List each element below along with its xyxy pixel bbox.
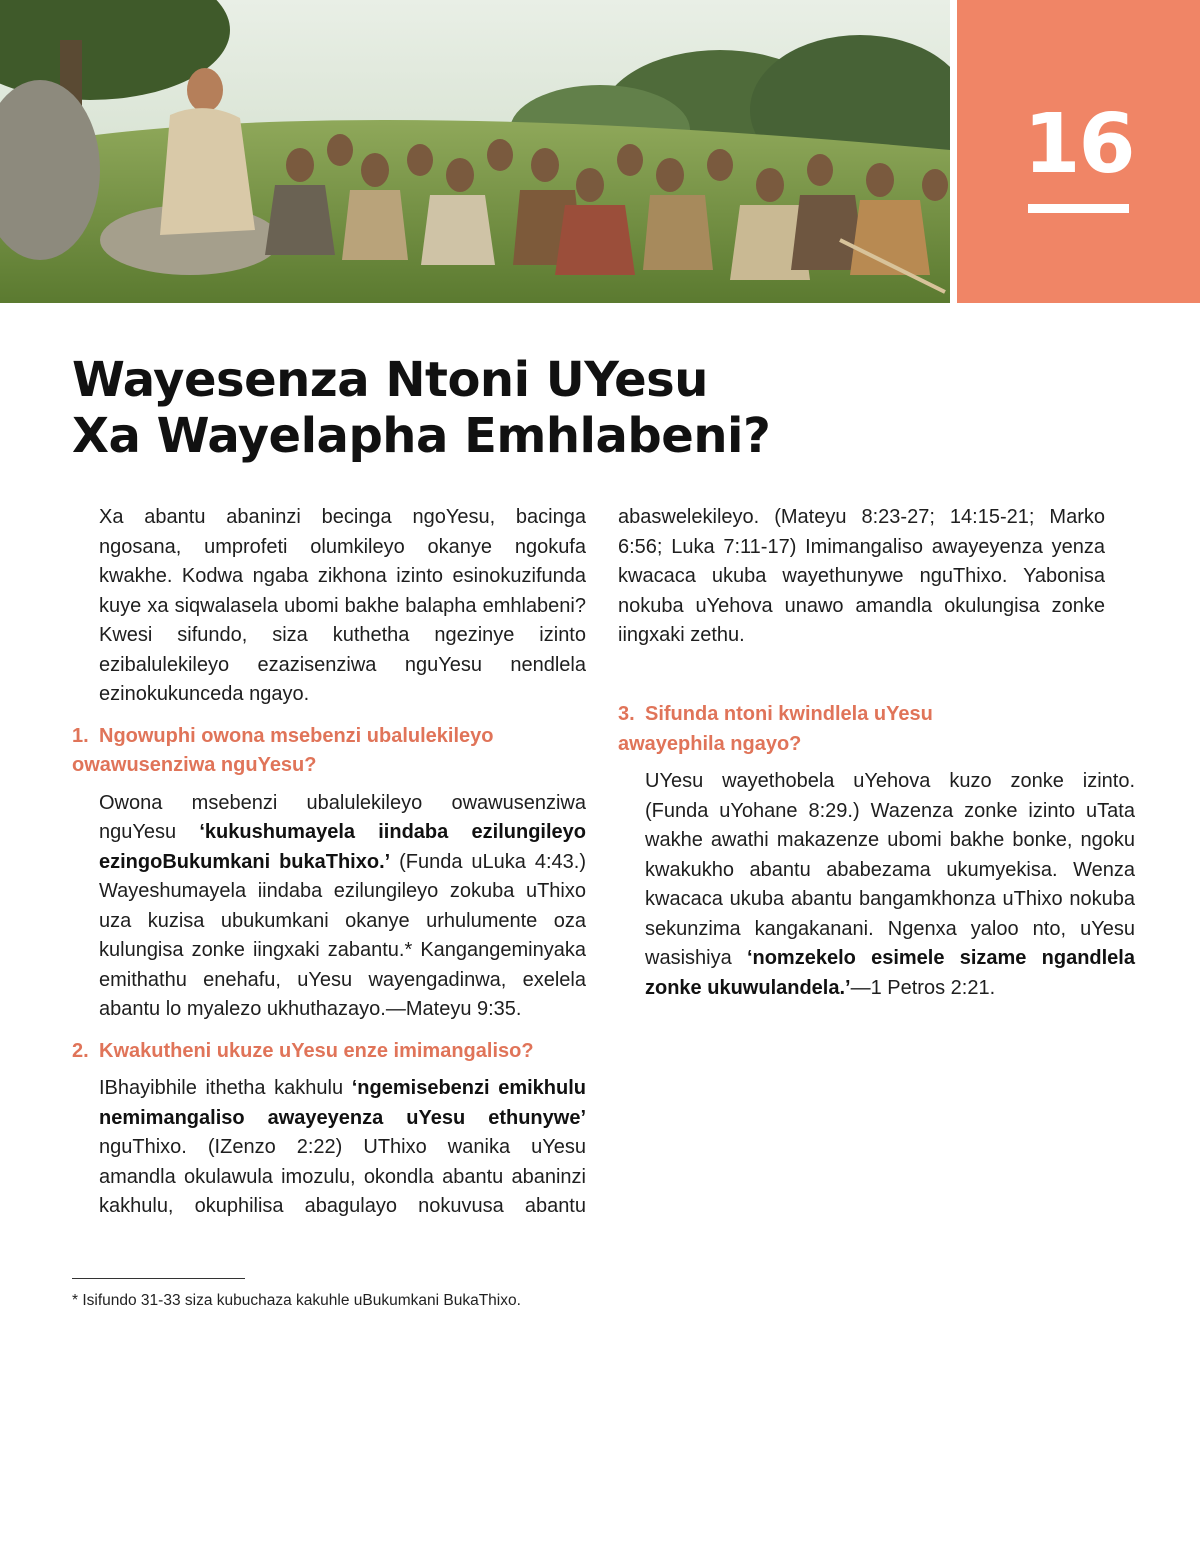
question-3-text-line-2: awayephila ngayo? bbox=[618, 732, 802, 755]
answer-3-bold: ‘nomzekelo esimele sizame ngandlela zonke ukuwulandela.’ bbox=[645, 947, 1135, 999]
answer-2-cont-text-b: abaswelekileyo. (Mateyu 8:23-27; 14:15-21; Marko 6:56; Luka 7:11-17) Imimangaliso awayeyenza yenza kwacaca ukuba wayethunywe nguThixo. Yabonisa nokuba uYehova unawo amandla okulungisa zonke iingxaki zethu. bbox=[618, 506, 1105, 646]
page-title-line-1: Wayesenza Ntoni UYesu bbox=[72, 352, 708, 408]
page-title bbox=[72, 352, 832, 464]
footnote-divider bbox=[72, 1278, 245, 1279]
answer-2-paragraph-part-1 bbox=[72, 1074, 586, 1222]
lesson-number-underline bbox=[1028, 204, 1129, 213]
question-2-heading bbox=[72, 1037, 586, 1067]
answer-2-text-a: IBhayibhile ithetha kakhulu bbox=[99, 1077, 352, 1099]
hero-image bbox=[0, 0, 950, 303]
intro-paragraph: Xa abantu abaninzi becinga ngoYesu, bacinga ngosana, umprofeti olumkileyo okanye ngokufa kwakhe. Kodwa ngaba zikhona izinto esinokuzifunda kuye xa siqwalasela ubomi bakhe balapha emhlabeni? Kwesi sifundo, siza kuthetha ngezinye izinto ezibalulekileyo ezazisenziwa nguYesu nendlela ezinokukunceda ngayo. bbox=[99, 506, 586, 705]
answer-1-text-a: Owona msebenzi ubalulekileyo owawusenziwa nguYesu bbox=[99, 791, 586, 843]
lesson-number: 16 bbox=[1023, 97, 1134, 192]
question-2-text-line-1: Kwakutheni ukuze uYesu enze imimangaliso? bbox=[99, 1039, 534, 1062]
question-2-number: 2. bbox=[72, 1039, 89, 1062]
answer-1-paragraph bbox=[72, 789, 586, 1025]
answer-2-paragraph-part-2 bbox=[618, 503, 1105, 651]
question-1-text-line-1: Ngowuphi owona msebenzi ubalulekileyo bbox=[99, 724, 494, 747]
question-3-heading bbox=[618, 700, 1135, 759]
footnote: * Isifundo 31-33 siza kubuchaza kakuhle uBukumkani BukaThixo. bbox=[72, 1292, 521, 1309]
lesson-number-badge bbox=[957, 0, 1200, 303]
question-1-heading bbox=[72, 722, 586, 781]
page-title-line-2: Xa Wayelapha Emhlabeni? bbox=[72, 408, 771, 464]
question-3-text-line-1: Sifunda ntoni kwindlela uYesu bbox=[645, 703, 933, 725]
right-column bbox=[618, 503, 1135, 1003]
left-column bbox=[72, 503, 586, 1222]
answer-3-paragraph bbox=[618, 767, 1135, 1003]
answer-2-bold: ‘ngemisebenzi emikhulu nemimangaliso awayeyenza uYesu ethunywe’ bbox=[99, 1077, 586, 1129]
answer-1-text-b: (Funda uLuka 4:43.) Wayeshumayela iindaba ezilungileyo zokuba uThixo uza kuzisa ubukumkani okanye urhulumente oza kulungisa zonke iingxaki zabantu.* Kangangeminyaka emithathu enehafu, uYesu wayengadinwa, exelela abantu lo myalezo ukhuthazayo.—Mateyu 9:35. bbox=[99, 850, 586, 1020]
answer-3-text-a: UYesu wayethobela uYehova kuzo zonke izinto. (Funda uYohane 8:29.) Wazenza zonke izinto uTata wakhe awathi makazenze ubomi bakhe bonke, ngoku kwakukho abantu ababezama ukumyekisa. Wenza kwacaca ukuba abantu bangamkhonza uThixo nokuba sekunzima kangakanani. Ngenxa yaloo nto, uYesu wasishiya bbox=[645, 770, 1135, 969]
answer-1-bold: ‘kukushumayela iindaba ezilungileyo ezingoBukumkani bukaThixo.’ bbox=[99, 821, 586, 873]
answer-2-continuation-window bbox=[618, 503, 1135, 680]
answer-3-text-b: —1 Petros 2:21. bbox=[850, 976, 996, 999]
question-1-number: 1. bbox=[72, 724, 89, 747]
question-1-text-line-2: owawusenziwa nguYesu? bbox=[72, 754, 317, 776]
answer-2-text-b: nguThixo. (IZenzo 2:22) UThixo wanika uYesu amandla okulawula imozulu, okondla abantu abaninzi kakhulu, okuphilisa abagulayo nokuvusa abantu bbox=[99, 1136, 586, 1217]
question-3-number: 3. bbox=[618, 703, 635, 725]
